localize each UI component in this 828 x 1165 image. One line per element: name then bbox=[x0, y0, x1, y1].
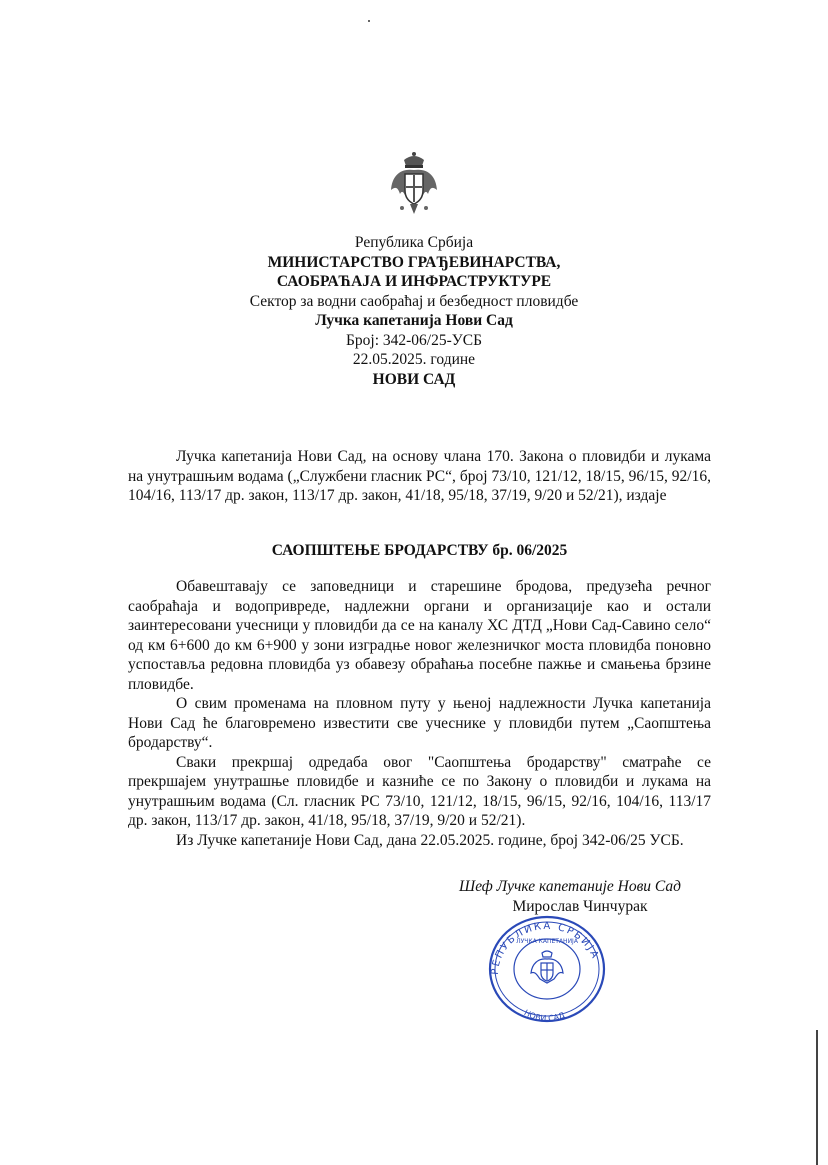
stamp-outer-text: РЕПУБЛИКА СРБИЈА bbox=[489, 920, 601, 976]
ministry-line-1: МИНИСТАРСТВО ГРАЂЕВИНАРСТВА, bbox=[267, 253, 561, 271]
intro-paragraph: Лучка капетанија Нови Сад, на основу члана 170. Закона о пловидби и лукама на унутрашњим водама („Службени гласник РС“, број 73/10, 121/12, 18/15, 96/15, 92/16, 104/16, 113/17 др. закон, 113/17 др. закон, 41/18, 95/18, 37/19, 9/20 и 52/21), издаје bbox=[128, 448, 711, 504]
city-line: НОВИ САД bbox=[372, 370, 456, 388]
ministry-line-2: САОБРАЋАЈА И ИНФРАСТРУКТУРЕ bbox=[276, 273, 552, 290]
intro-block bbox=[128, 447, 711, 506]
republic-line: Република Србија bbox=[354, 234, 474, 251]
stamp-inner-text: ЛУЧКА КАПЕТАНИЈА bbox=[516, 938, 578, 945]
stamp-city-text: НОВИ САД bbox=[522, 1008, 567, 1024]
body-paragraph-1: Обавештавају се заповедници и старешине бродова, предузећа речног саобраћаја и водопривреде, надлежни органи и организације као и остали заинтересовани учесници у пловидби да се на каналу ХС ДТД „Нови Сад-Савино село“ од км 6+600 до км 6+900 у зони изградње новог железничког моста пловидба поновно успоставља редовна пловидба уз обавезу обраћања посебне пажње и смањења брзине пловидбе. bbox=[128, 578, 711, 693]
body-paragraph-3: Сваки прекршај одредаба овог "Саопштења бродарству" сматраће се прекршајем унутрашње пловидбе и казниће се по Закону о пловидби и лукама на унутрашњим водама (Сл. гласник РС 73/10, 121/12, 18/15, 96/15, 92/16, 104/16, 113/17 др. закон, 113/17 др. закон, 41/18, 95/18, 37/19, 9/20 и 52/21). bbox=[128, 753, 711, 829]
svg-text:НОВИ САД bbox=[522, 1008, 566, 1023]
notice-title: САОПШТЕЊЕ БРОДАРСТВУ бр. 06/2025 bbox=[271, 542, 568, 559]
signatory-role: Шеф Лучке капетаније Нови Сад bbox=[459, 878, 681, 895]
reference-number: Број: 342-06/25-УСБ bbox=[346, 331, 482, 349]
official-stamp-icon bbox=[484, 913, 610, 1025]
body-paragraph-4: Из Лучке капетаније Нови Сад, дана 22.05.2025. године, број 342-06/25 УСБ. bbox=[176, 831, 684, 849]
office-line: Лучка капетанија Нови Сад bbox=[315, 312, 513, 329]
document-header bbox=[150, 233, 678, 389]
sector-line: Сектор за водни саобраћај и безбедност пловидбе bbox=[249, 292, 579, 310]
scan-speck bbox=[368, 20, 370, 22]
signatory-name: Мирослав Чинчурак bbox=[512, 898, 648, 915]
coat-of-arms-icon bbox=[388, 150, 440, 216]
scan-edge-line bbox=[816, 1030, 818, 1165]
signature-block bbox=[440, 877, 700, 917]
body-paragraph-2: О свим променама на пловном путу у њеној надлежности Лучка капетанија Нови Сад ће благовремено известити све учеснике у пловидби путем „Саопштења бродарству“. bbox=[128, 695, 711, 751]
document-date: 22.05.2025. године bbox=[352, 351, 476, 368]
notice-body bbox=[128, 577, 711, 850]
